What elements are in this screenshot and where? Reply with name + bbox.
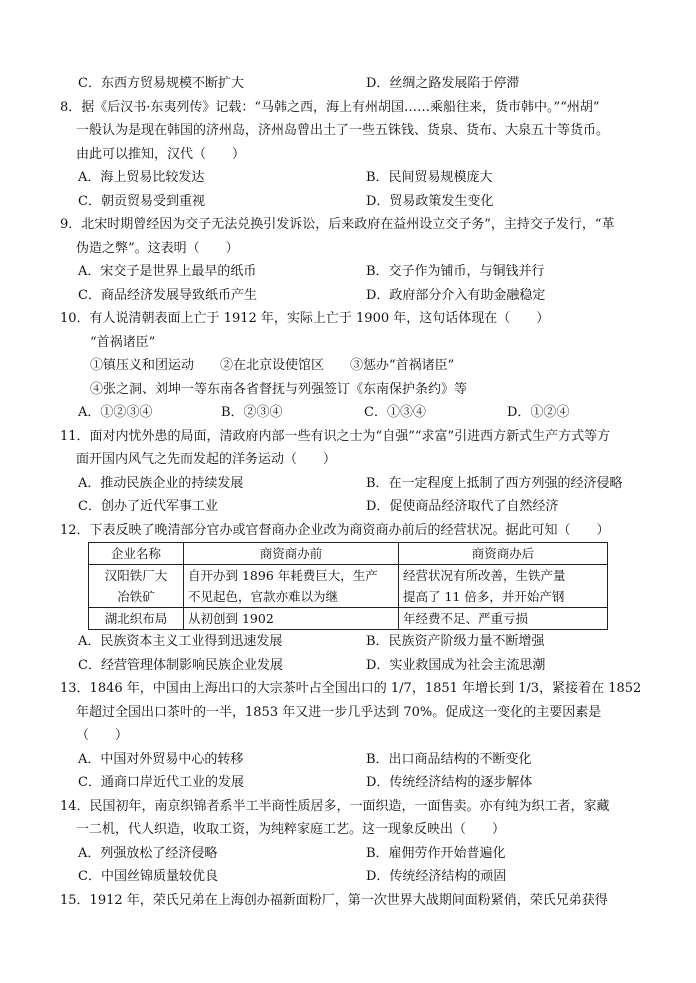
question-10	[0, 307, 696, 425]
q13-option-d: D．传统经济结构的逐步解体	[366, 775, 533, 790]
question-8	[0, 96, 696, 214]
q10-stem-line-4: ④张之洞、刘坤一等东南各省督抚与列强签订《东南保护条约》等	[90, 381, 468, 397]
q13-stem-line-3: （ ）	[76, 728, 129, 743]
q11-option-d: D．促使商品经济取代了自然经济	[366, 499, 559, 514]
q14-option-b: B．雇佣劳作开始普遍化	[366, 845, 506, 861]
q10-stem-line-3: ①镇压义和团运动 ②在北京设使馆区 ③惩办“首祸诸臣”	[90, 358, 455, 373]
q10-option-a: A．①②③④	[78, 405, 153, 420]
question-13	[0, 677, 696, 795]
table-row	[89, 565, 608, 608]
table-header-after: 商资商办后	[399, 543, 608, 565]
q11-option-b: B．在一定程度上抵制了西方列强的经济侵略	[366, 475, 623, 491]
q11-option-a: A．推动民族企业的持续发展	[78, 475, 244, 491]
table-header-name: 企业名称	[89, 543, 184, 565]
q13-option-a: A．中国对外贸易中心的转移	[78, 751, 244, 767]
q12-option-b: B．民族资产阶级力量不断增强	[366, 634, 545, 649]
table-cell-name	[89, 565, 184, 608]
question-14	[0, 795, 696, 889]
q7-option-c: C．东西方贸易规模不断扩大	[78, 76, 244, 91]
table-cell-text: 不见起色，官款亦难以为继	[188, 589, 339, 604]
q12-option-d: D．实业救国成为社会主流思潮	[366, 657, 546, 673]
q14-option-d: D．传统经济结构的顽固	[366, 869, 507, 884]
q12-table	[88, 542, 608, 630]
q10-stem-line-1: 10．有人说清朝表面上亡于 1912 年，实际上亡于 1900 年，这句话体现在（ ）	[60, 311, 550, 326]
q15-stem-line-1: 15．1912 年，荣氏兄弟在上海创办福新面粉厂，第一次世界大战期间面粉紧俏，荣氏兄弟获得	[60, 892, 608, 908]
q11-stem-line-1: 11．面对内忧外患的局面，清政府内部一些有识之士为“自强”“求富”引进西方新式生产方式等方	[60, 428, 611, 444]
q13-stem-line-2: 年超过全国出口茶叶的一半，1853 年又进一步几乎达到 70%。促成这一变化的主要因素是	[76, 704, 602, 720]
table-header-row	[89, 543, 608, 565]
q13-option-b: B．出口商品结构的不断变化	[366, 751, 532, 767]
table-cell-name: 湖北织布局	[89, 608, 184, 630]
table-cell-text: 经营状况有所改善，生铁产量	[403, 568, 566, 583]
q9-option-c: C．商品经济发展导致纸币产生	[78, 287, 257, 303]
q9-option-b: B．交子作为铺币，与铜钱并行	[366, 264, 545, 279]
exam-page	[0, 72, 696, 912]
question-9	[0, 213, 696, 307]
table-cell-text: 冶铁矿	[117, 589, 155, 604]
q14-stem-line-2: 一二机，代人织造，收取工资，为纯粹家庭工艺。这一现象反映出（ ）	[76, 822, 506, 837]
q14-stem-line-1: 14．民国初年，南京织锦者系半工半商性质居多，一面织造，一面售卖。亦有纯为织工者，家藏	[60, 798, 610, 814]
table-row	[89, 608, 608, 630]
q11-option-c: C．创办了近代军事工业	[78, 499, 218, 514]
table-cell-after: 年经费不足、严重亏损	[399, 608, 608, 630]
question-12	[0, 519, 696, 678]
q8-stem-line-3: 由此可以推知，汉代（ ）	[76, 146, 246, 162]
q7-options	[78, 72, 696, 96]
q12-option-a: A．民族资本主义工业得到迅速发展	[78, 634, 283, 649]
q8-option-b: B．民间贸易规模庞大	[366, 170, 493, 185]
q12-stem-line-1: 12．下表反映了晚清部分官办或官督商办企业改为商资商办前后的经营状况。据此可知（ ）	[60, 522, 610, 538]
question-11	[0, 425, 696, 519]
q10-option-d: D．①②④	[507, 405, 570, 420]
table-cell-text: 汉阳铁厂大	[104, 568, 168, 583]
q8-option-a: A．海上贸易比较发达	[78, 170, 205, 185]
table-header-before: 商资商办前	[184, 543, 399, 565]
table-cell-before	[184, 565, 399, 608]
q13-stem-line-1: 13．1846 年，中国由上海出口的大宗茶叶占全国出口的 1/7，1851 年增长到 1/3，紧接着在 1852	[60, 681, 642, 696]
q7-option-d: D．丝绸之路发展陷于停滞	[366, 76, 520, 91]
q9-option-d: D．政府部分介入有助金融稳定	[366, 287, 546, 303]
q8-option-d: D．贸易政策发生变化	[366, 193, 494, 209]
table-cell-before: 从初创到 1902	[184, 608, 399, 630]
q11-stem-line-2: 面开国内风气之先而发起的洋务运动（ ）	[76, 452, 337, 467]
q14-option-c: C．中国丝锦质量较优良	[78, 869, 218, 884]
q9-stem-line-1: 9．北宋时期曾经因为交子无法兑换引发诉讼，后来政府在益州设立交子务”，主持交子发行，“革	[60, 217, 615, 232]
q8-stem-line-1: 8．据《后汉书·东夷列传》记载：“马韩之西，海上有州胡国……乘船往来，货市韩中。”“州胡”	[60, 99, 600, 115]
q9-option-a: A．宋交子是世界上最早的纸币	[78, 264, 257, 279]
table-cell-text: 自开办到 1896 年耗费巨大，生产	[188, 568, 378, 583]
q10-option-b: B．②③④	[221, 405, 283, 420]
q10-option-c: C．①③④	[364, 405, 426, 420]
table-cell-after	[399, 565, 608, 608]
q14-option-a: A．列强放松了经济侵略	[78, 845, 218, 861]
q13-option-c: C．通商口岸近代工业的发展	[78, 775, 244, 790]
q10-stem-line-2: “首祸诸臣”	[90, 334, 156, 350]
question-15	[0, 889, 696, 913]
q8-option-c: C．朝贡贸易受到重视	[78, 193, 205, 209]
q9-stem-line-2: 伪造之弊”。这表明（ ）	[76, 240, 239, 256]
table-cell-text: 提高了 11 倍多，并开始产钢	[403, 589, 565, 604]
q8-stem-line-2: 一般认为是现在韩国的济州岛，济州岛曾出土了一些五铢钱、货泉、货布、大泉五十等货币。	[76, 123, 610, 138]
q12-option-c: C．经营管理体制影响民族企业发展	[78, 657, 283, 673]
